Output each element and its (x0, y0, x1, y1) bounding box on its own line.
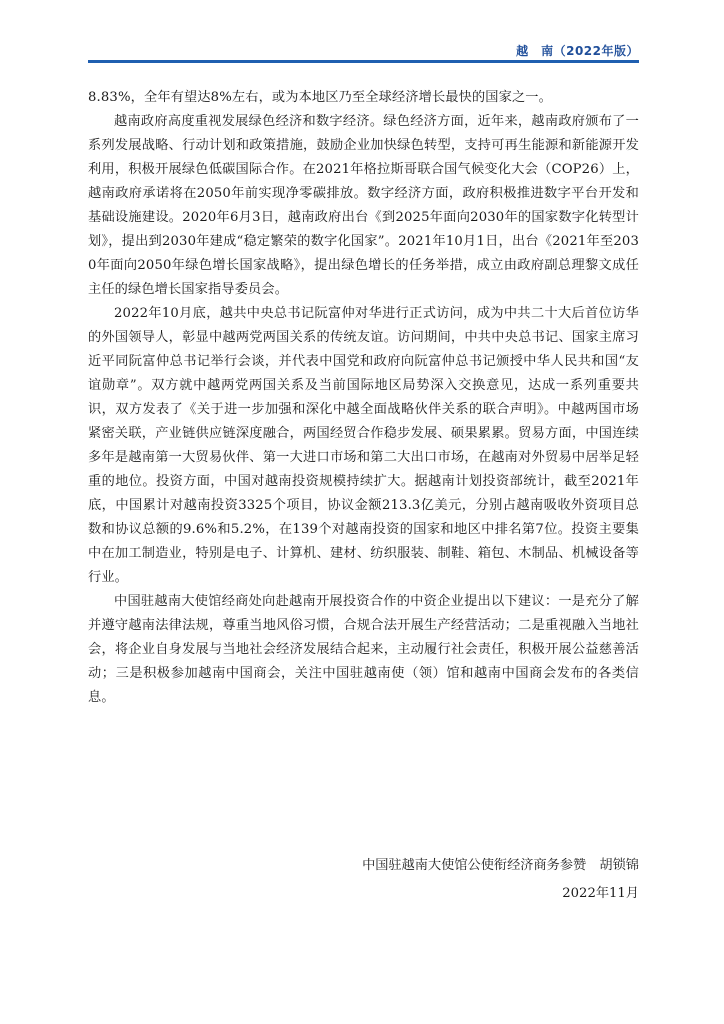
signature-date: 2022年11月 (562, 886, 639, 901)
page-header (88, 38, 639, 60)
signature-block (362, 852, 639, 908)
paragraph-green-digital-economy: 越南政府高度重视发展绿色经济和数字经济。绿色经济方面，近年来，越南政府颁布了一系列发展战略、行动计划和政策措施，鼓励企业加快绿色转型，支持可再生能源和新能源开发利用，积极开展绿色低碳国际合作。在2021年格拉斯哥联合国气候变化大会（COP26）上，越南政府承诺将在2050年前实现净零碳排放。数字经济方面，政府积极推进数字平台开发和基础设施建设。2020年6月3日，越南政府出台《到2025年面向2030年的国家数字化转型计划》，提出到2030年建成“稳定繁荣的数字化国家”。2021年10月1日，出台《2021年至2030年面向2050年绿色增长国家战略》，提出绿色增长的任务举措，成立由政府副总理黎文成任主任的绿色增长国家指导委员会。 (88, 114, 639, 297)
main-content (88, 86, 639, 710)
header-rule (88, 60, 639, 63)
paragraph-continued: 8.83%，全年有望达8%左右，或为本地区乃至全球经济增长最快的国家之一。 (88, 90, 552, 105)
running-title: 越 南（2022年版） (516, 44, 639, 58)
signature-author: 中国驻越南大使馆公使衔经济商务参赞 胡锁锦 (362, 858, 639, 873)
paragraph-investment-advice: 中国驻越南大使馆经商处向赴越南开展投资合作的中资企业提出以下建议：一是充分了解并遵守越南法律法规，尊重当地风俗习惯，合规合法开展生产经营活动；二是重视融入当地社会，将企业自身发展与当地社会经济发展结合起来，主动履行社会责任，积极开展公益慈善活动；三是积极参加越南中国商会，关注中国驻越南使（领）馆和越南中国商会发布的各类信息。 (88, 594, 639, 705)
paragraph-china-vietnam-relations: 2022年10月底，越共中央总书记阮富仲对华进行正式访问，成为中共二十大后首位访华的外国领导人，彰显中越两党两国关系的传统友谊。访问期间，中共中央总书记、国家主席习近平同阮富仲总书记举行会谈，并代表中国党和政府向阮富仲总书记颁授中华人民共和国“友谊勋章”。双方就中越两党两国关系及当前国际地区局势深入交换意见，达成一系列重要共识，双方发表了《关于进一步加强和深化中越全面战略伙伴关系的联合声明》。中越两国市场紧密关联，产业链供应链深度融合，两国经贸合作稳步发展、硕果累累。贸易方面，中国连续多年是越南第一大贸易伙伴、第一大进口市场和第二大出口市场，在越南对外贸易中居举足轻重的地位。投资方面，中国对越南投资规模持续扩大。据越南计划投资部统计，截至2021年底，中国累计对越南投资3325个项目，协议金额213.3亿美元，分别占越南吸收外资项目总数和协议总额的9.6%和5.2%，在139个对越南投资的国家和地区中排名第7位。投资主要集中在加工制造业，特别是电子、计算机、建材、纺织服装、制鞋、箱包、木制品、机械设备等行业。 (88, 306, 639, 585)
